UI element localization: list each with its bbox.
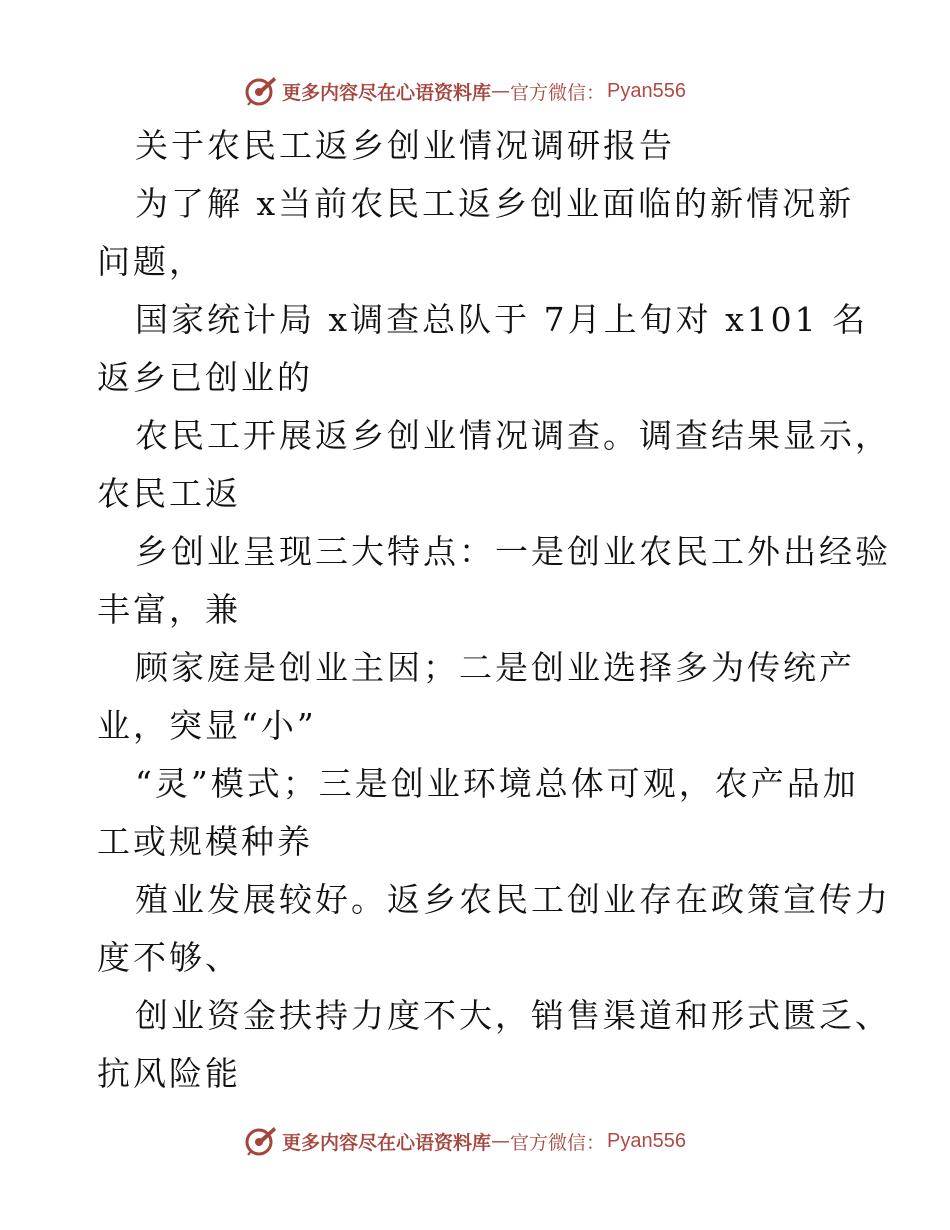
doc-line: 丰富，兼	[97, 590, 241, 629]
banner-library-text: 更多内容尽在心语资料库	[282, 1131, 492, 1154]
doc-line: 抗风险能	[97, 1054, 241, 1093]
doc-line: 农民工开展返乡创业情况调查。调查结果显示，	[135, 416, 891, 455]
doc-title: 关于农民工返乡创业情况调研报告	[135, 126, 675, 165]
doc-line: 创业资金扶持力度不大，销售渠道和形式匮乏、	[135, 996, 891, 1035]
doc-line: 殖业发展较好。返乡农民工创业存在政策宣传力	[135, 880, 891, 919]
banner-wechat-label: 官方微信：	[510, 81, 606, 104]
banner-library-text: 更多内容尽在心语资料库	[282, 81, 492, 104]
banner-dash: —	[491, 80, 511, 102]
banner-wechat-id: Pyan556	[607, 1129, 686, 1152]
doc-line: 返乡已创业的	[97, 358, 313, 397]
doc-line: 农民工返	[97, 474, 241, 513]
doc-line: 顾家庭是创业主因；二是创业选择多为传统产	[135, 648, 855, 687]
footer-banner-content	[244, 1124, 686, 1158]
banner-wechat-id: Pyan556	[607, 79, 686, 102]
doc-line: 问题，	[97, 242, 205, 281]
banner-wechat-label: 官方微信：	[510, 1131, 606, 1154]
header-banner-content	[244, 74, 686, 108]
banner-dash: —	[491, 1130, 511, 1152]
doc-line: 为了解 x当前农民工返乡创业面临的新情况新	[135, 184, 855, 223]
doc-line: 工或规模种养	[97, 822, 313, 861]
pen-nib-circle-icon	[244, 74, 278, 108]
pen-nib-circle-icon	[244, 1124, 278, 1158]
footer-banner	[0, 1121, 950, 1161]
doc-line: 乡创业呈现三大特点：一是创业农民工外出经验	[135, 532, 891, 571]
doc-line: “灵”模式；三是创业环境总体可观，农产品加	[135, 764, 859, 803]
doc-line: 国家统计局 x调查总队于 7月上旬对 x101 名	[135, 300, 869, 339]
header-banner	[0, 71, 950, 111]
doc-line: 度不够、	[97, 938, 241, 977]
doc-line: 业，突显“小”	[97, 706, 317, 745]
